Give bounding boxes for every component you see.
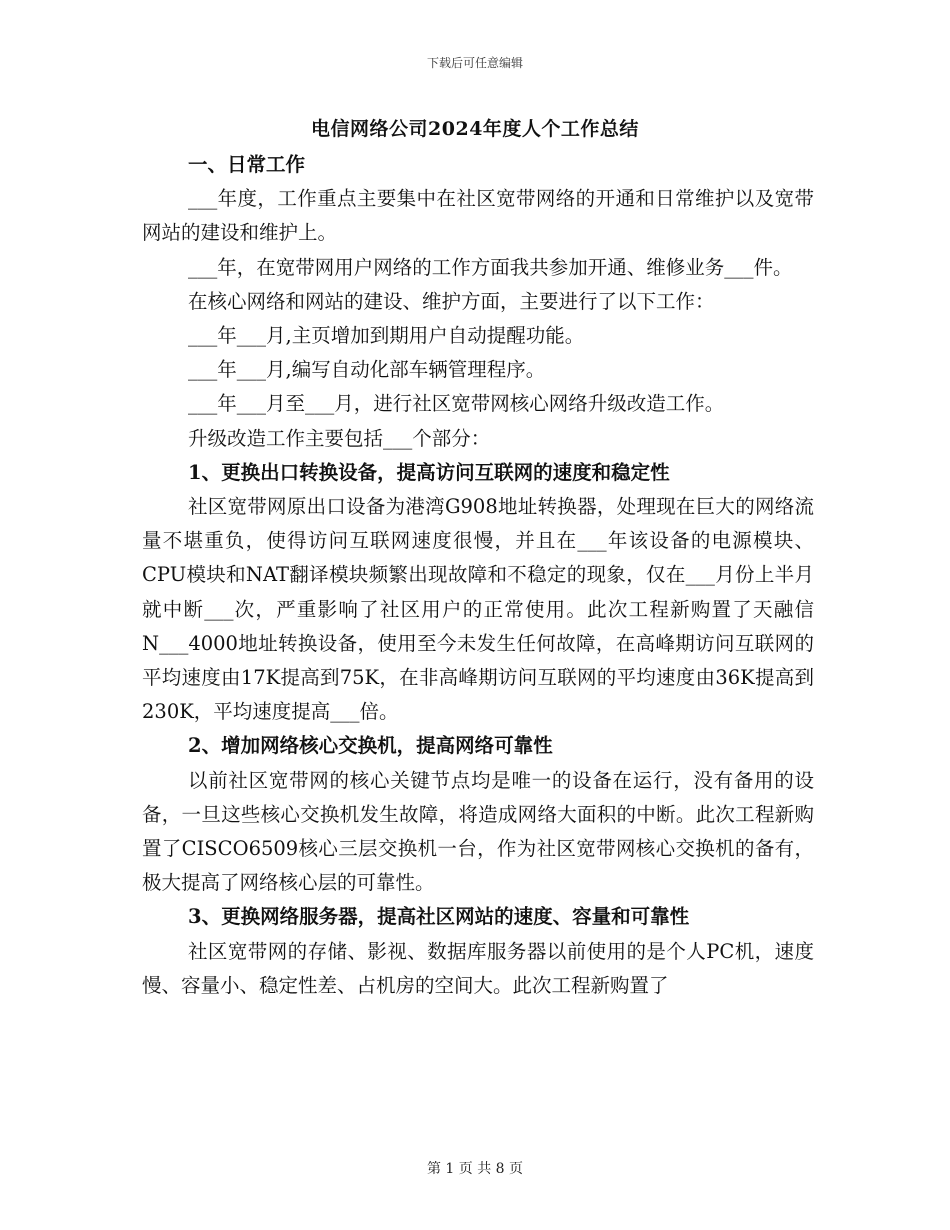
page-number-footer: 第 1 页 共 8 页 xyxy=(426,1161,524,1177)
paragraph-core-network-intro: 在核心网络和网站的建设、维护方面，主要进行了以下工作： xyxy=(188,289,715,313)
section-heading-daily-work: 一、日常工作 xyxy=(188,153,306,176)
paragraph-homepage-reminder: ___年___月,主页增加到期用户自动提醒功能。 xyxy=(188,324,585,348)
page-header: 下载后可任意编辑 xyxy=(426,56,523,70)
paragraph-upgrade-period: ___年___月至___月，进行社区宽带网核心网络升级改造工作。 xyxy=(188,392,725,416)
paragraph-replace-gateway: 社区宽带网原出口设备为港湾G908地址转换器，处理现在巨大的网络流量不堪重负，使得访问互联网速度很慢，并且在___年该设备的电源模块、CPU模块和NAT翻译模块频繁出现故障和不稳定的现象，仅在___月份上半月就中断___次，严重影响了社区用户的正常使用。此次工程新购置了天融信N___4000地址转换设备，使用至今未发生任何故障，在高峰期访问互联网的平均速度由17K提高到75K，在非高峰期访问互联网的平均速度由36K提高到230K，平均速度提高___倍。 xyxy=(142,495,814,724)
subheading-replace-servers: 3、更换网络服务器，提高社区网站的速度、容量和可靠性 xyxy=(188,905,690,929)
subheading-core-switch: 2、增加网络核心交换机，提高网络可靠性 xyxy=(188,734,553,758)
paragraph-annual-focus: ___年度，工作重点主要集中在社区宽带网络的开通和日常维护以及宽带网站的建设和维护上。 xyxy=(142,187,814,245)
paragraph-upgrade-parts: 升级改造工作主要包括___个部分： xyxy=(188,426,491,450)
document-body xyxy=(142,148,814,1003)
paragraph-vehicle-program: ___年___月,编写自动化部车辆管理程序。 xyxy=(188,358,546,382)
subheading-replace-gateway: 1、更换出口转换设备，提高访问互联网的速度和稳定性 xyxy=(188,460,670,484)
paragraph-user-network-work: ___年，在宽带网用户网络的工作方面我共参加开通、维修业务___件。 xyxy=(188,255,793,279)
document-title: 电信网络公司2024年度人个工作总结 xyxy=(311,118,639,140)
paragraph-replace-servers: 社区宽带网的存储、影视、数据库服务器以前使用的是个人PC机，速度慢、容量小、稳定性差、占机房的空间大。此次工程新购置了 xyxy=(142,939,814,997)
paragraph-core-switch: 以前社区宽带网的核心关键节点均是唯一的设备在运行，没有备用的设备，一旦这些核心交换机发生故障，将造成网络大面积的中断。此次工程新购置了CISCO6509核心三层交换机一台，作为社区宽带网核心交换机的备有，极大提高了网络核心层的可靠性。 xyxy=(142,768,814,895)
